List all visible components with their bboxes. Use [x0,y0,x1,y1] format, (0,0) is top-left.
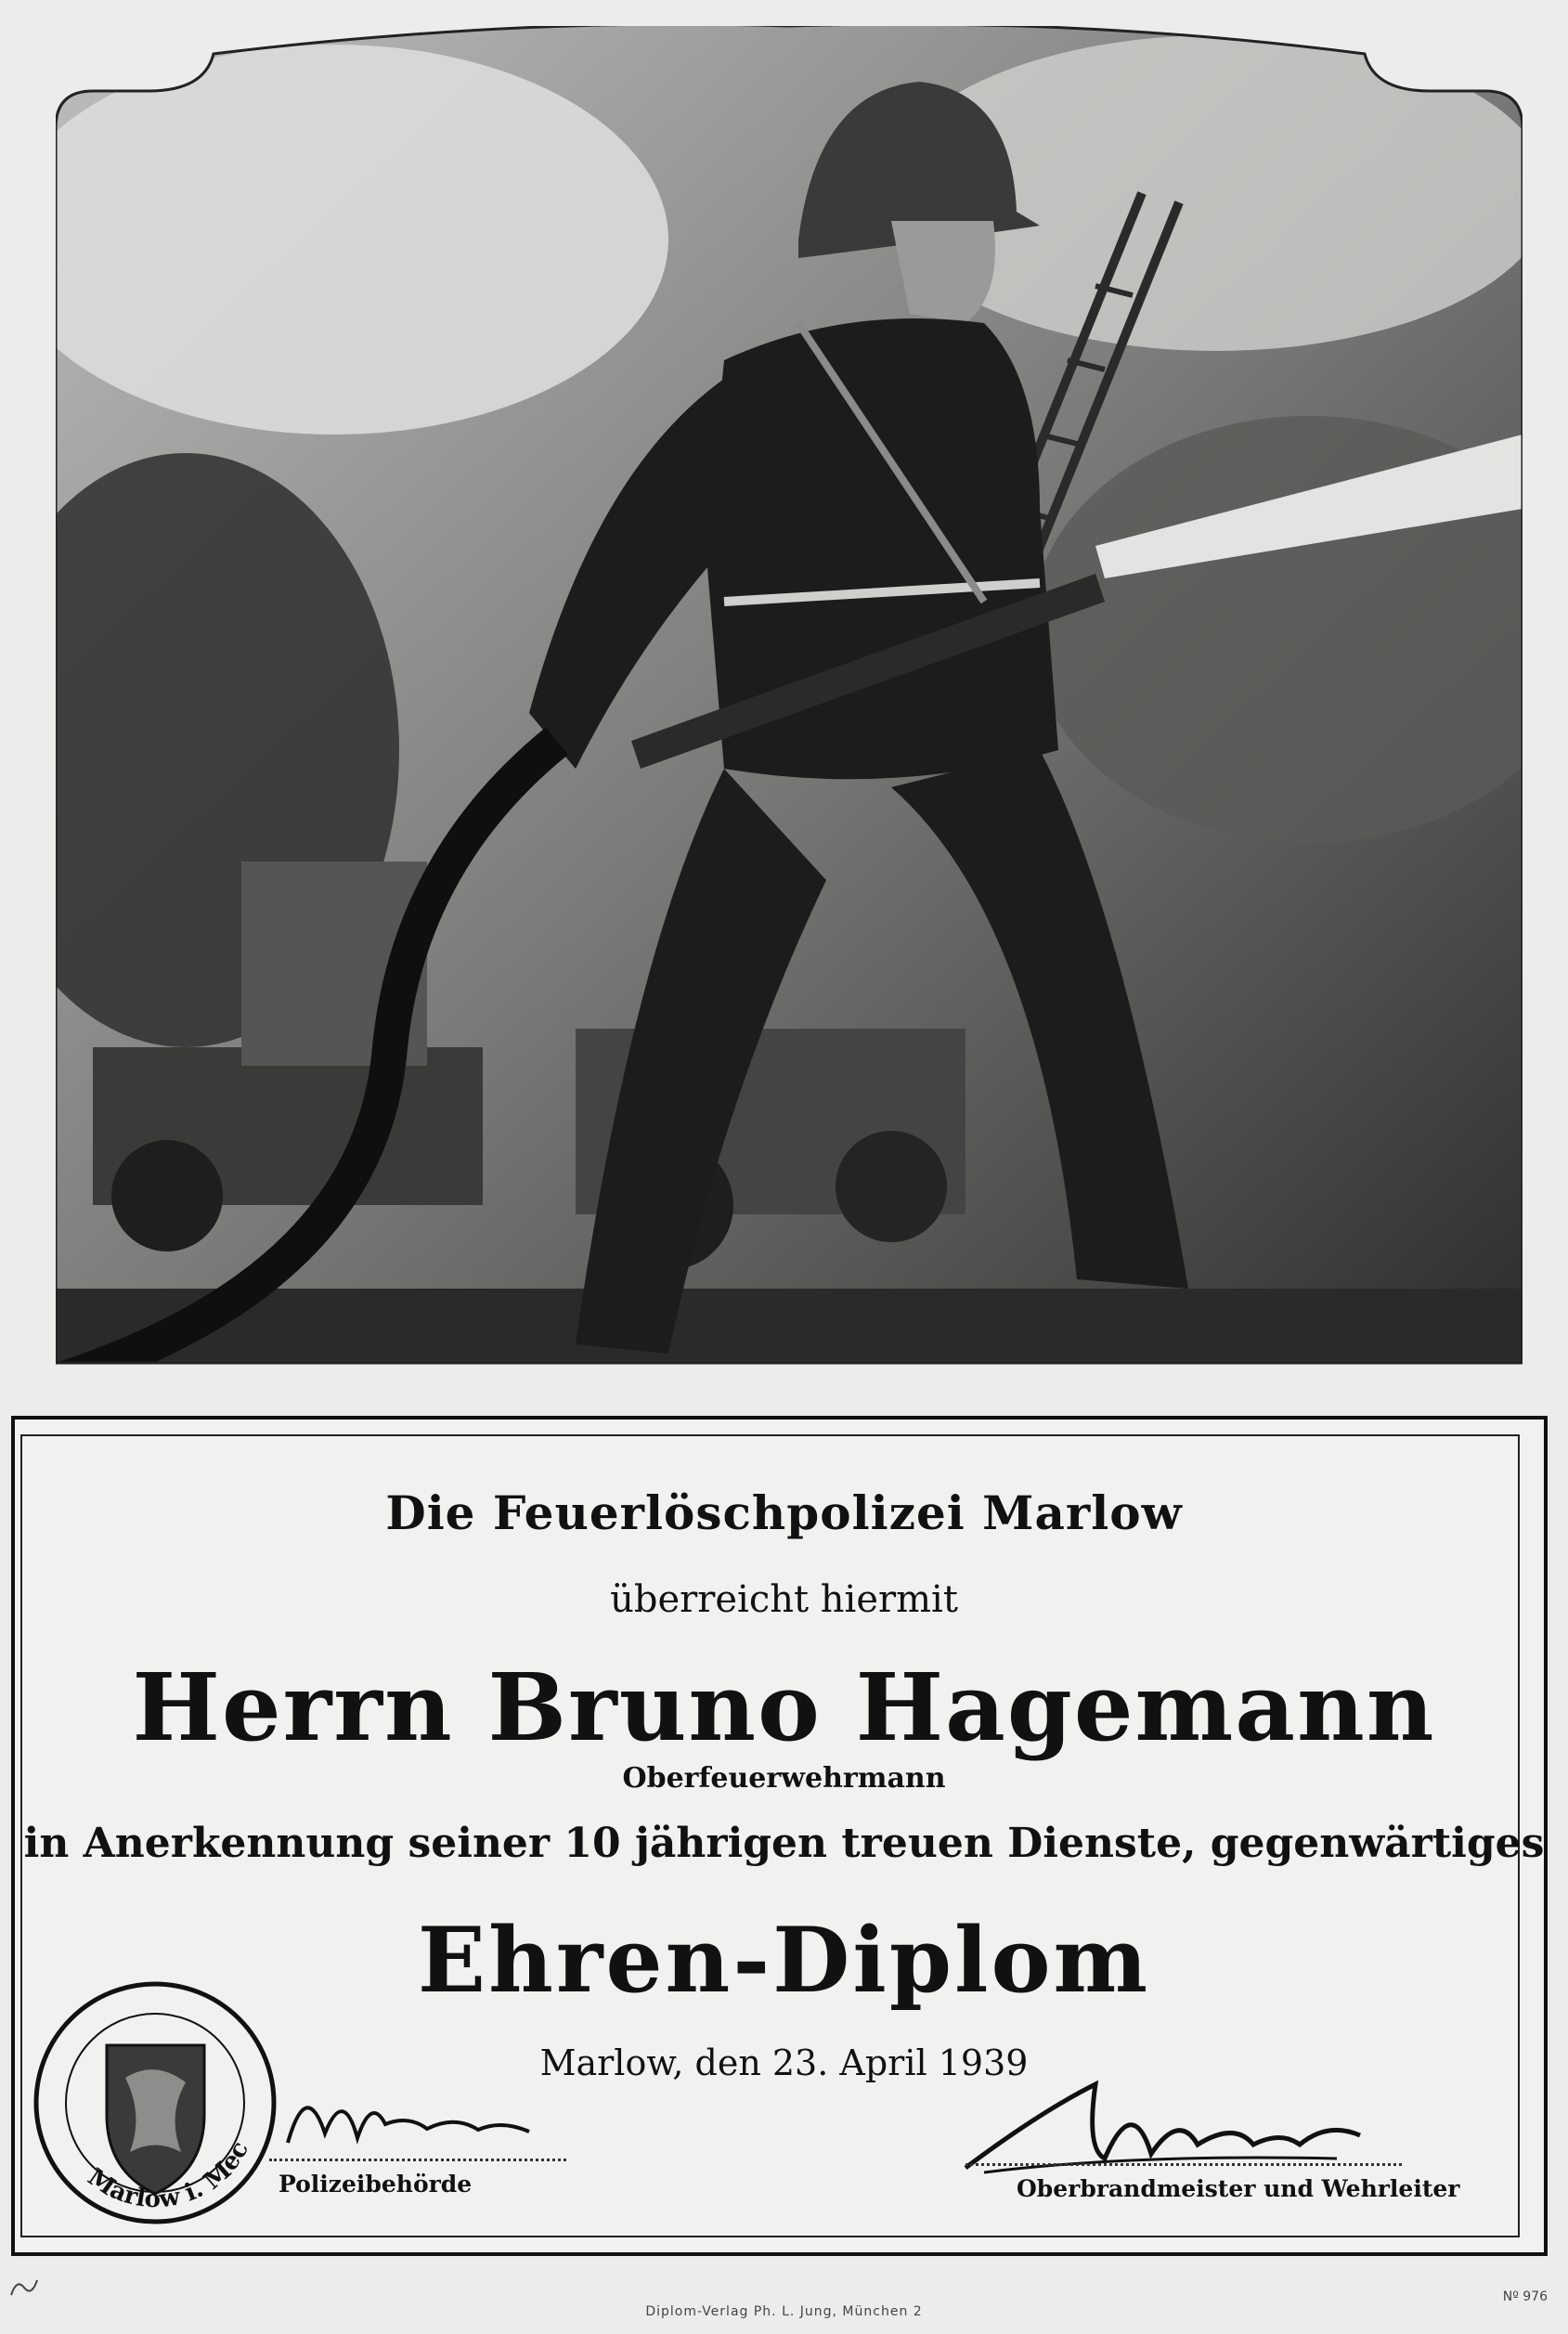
stamp-text: Marlow i. Mec [82,2136,255,2214]
diploma-title: Ehren-Diplom [417,1908,1151,2013]
place-date: Marlow, den 23. April 1939 [539,2042,1029,2083]
form-number: Nº 976 [1502,2289,1548,2304]
right-signature-label: Oberbrandmeister und Wehrleiter [1017,2175,1460,2202]
publisher-imprint: Diplom-Verlag Ph. L. Jung, München 2 [645,2304,923,2319]
organization-heading: Die Feuerlöschpolizei Marlow [385,1485,1183,1540]
right-signature-line [965,2163,1402,2166]
recognition-text: in Anerkennung seiner 10 jährigen treuen Dienste, gegenwärtiges [23,1820,1545,1867]
official-stamp [28,1976,283,2231]
recipient-rank: Oberfeuerwehrmann [622,1762,946,1795]
left-signature [279,2068,557,2161]
left-signature-label: Polizeibehörde [279,2171,473,2198]
presents-line: überreicht hiermit [610,1578,958,1621]
monogram-icon [7,2275,41,2302]
monogram [7,2275,41,2307]
right-signature [947,2056,1374,2186]
left-signature-line [269,2159,566,2161]
firefighter-illustration [56,26,1523,1391]
recipient-name: Herrn Bruno Hagemann [132,1653,1436,1762]
